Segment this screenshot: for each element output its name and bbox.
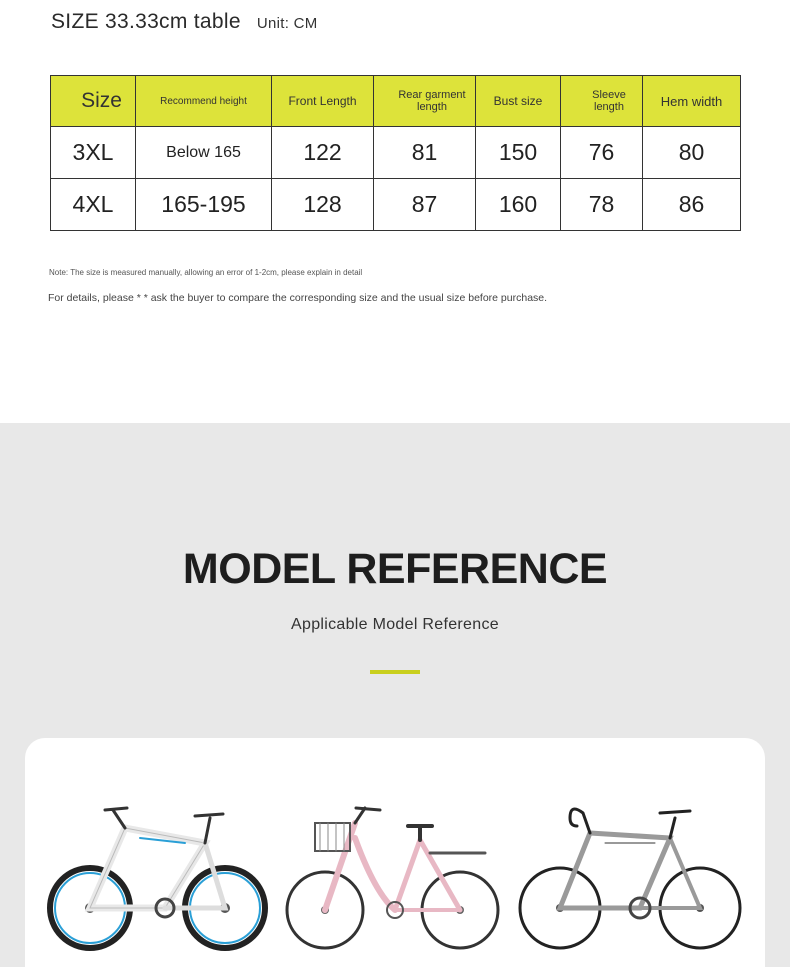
cell-size: 4XL <box>51 179 136 231</box>
cell-front-length: 128 <box>272 179 374 231</box>
header-sleeve-length: Sleeve length <box>561 76 643 127</box>
model-reference-title: MODEL REFERENCE <box>182 545 608 593</box>
city-bike-image <box>280 798 510 958</box>
header-size: Size <box>51 76 136 127</box>
size-table-title <box>51 10 318 34</box>
mountain-bike-icon <box>45 798 275 958</box>
bike-card <box>25 738 765 967</box>
header-recommend-height: Recommend height <box>136 76 272 127</box>
header-front-length: Front Length <box>272 76 374 127</box>
cell-bust-size: 160 <box>476 179 561 231</box>
table-header-row <box>51 76 741 127</box>
size-title-text: SIZE 33.33cm table <box>51 10 241 33</box>
table-row <box>51 179 741 231</box>
cell-hem-width: 80 <box>643 127 741 179</box>
city-bike-icon <box>280 798 510 958</box>
cell-front-length: 122 <box>272 127 374 179</box>
table-row <box>51 127 741 179</box>
model-reference-section <box>0 423 790 967</box>
accent-divider <box>370 670 420 674</box>
cell-sleeve-length: 76 <box>561 127 643 179</box>
header-bust-size: Bust size <box>476 76 561 127</box>
cell-rear-length: 81 <box>374 127 476 179</box>
cell-recommend-height: Below 165 <box>136 127 272 179</box>
measurement-note: Note: The size is measured manually, allowing an error of 1-2cm, please explain in detail <box>49 268 363 277</box>
size-section <box>0 0 790 423</box>
cell-hem-width: 86 <box>643 179 741 231</box>
mountain-bike-image <box>45 798 275 958</box>
model-reference-subtitle: Applicable Model Reference <box>291 616 499 633</box>
cell-bust-size: 150 <box>476 127 561 179</box>
cell-size: 3XL <box>51 127 136 179</box>
road-bike-image <box>515 798 745 958</box>
purchase-note: For details, please * * ask the buyer to compare the corresponding size and the usual size before purchase. <box>48 292 548 304</box>
header-hem-width: Hem width <box>643 76 741 127</box>
cell-rear-length: 87 <box>374 179 476 231</box>
cell-sleeve-length: 78 <box>561 179 643 231</box>
size-table <box>50 75 741 231</box>
unit-label: Unit: CM <box>256 15 318 32</box>
road-bike-icon <box>515 798 745 958</box>
header-rear-garment-length: Rear garment length <box>374 76 476 127</box>
cell-recommend-height: 165-195 <box>136 179 272 231</box>
